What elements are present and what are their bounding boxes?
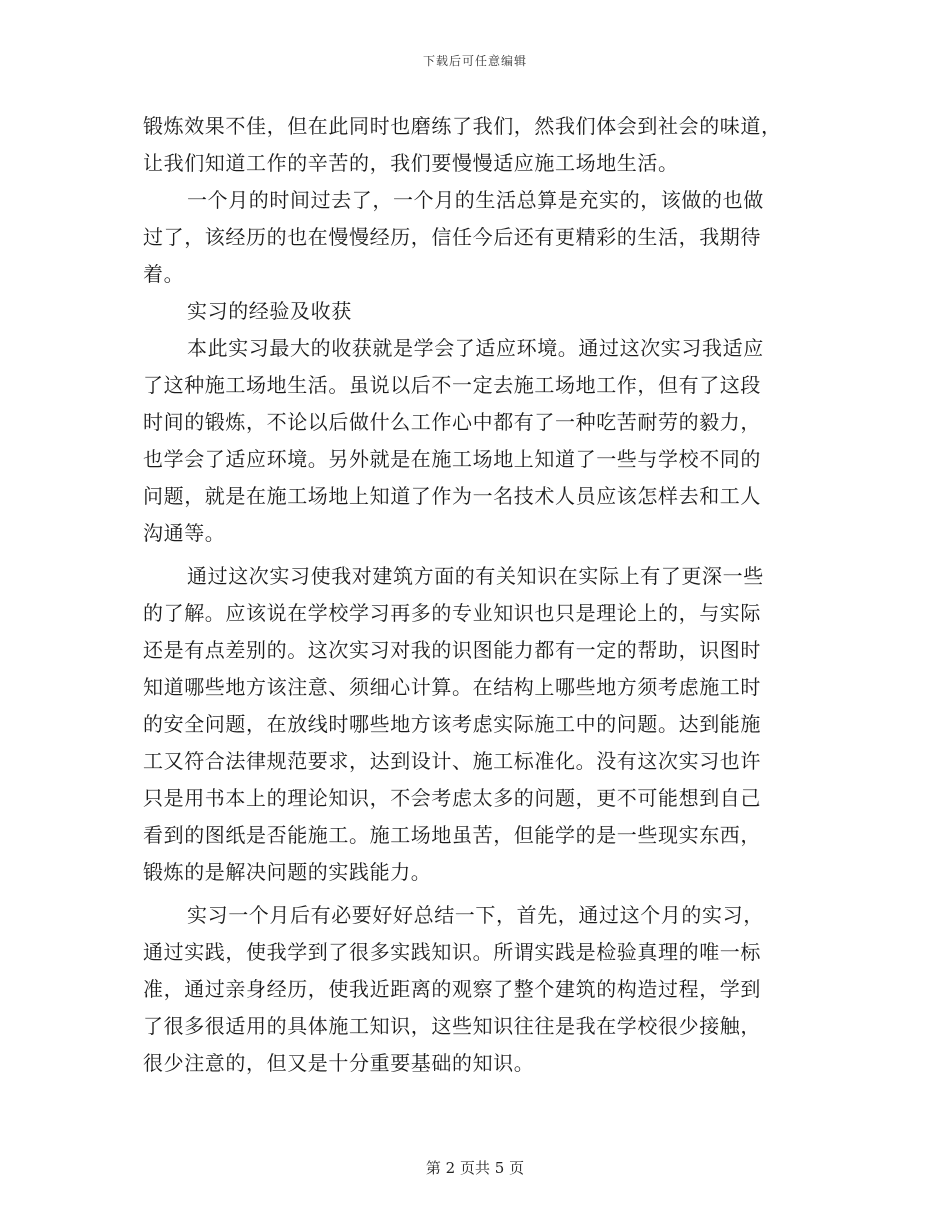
text-line: 实习一个月后有必要好好总结一下，首先，通过这个月的实习， bbox=[187, 903, 764, 927]
text-line: 工又符合法律规范要求，达到设计、施工标准化。没有这次实习也许 bbox=[143, 749, 761, 773]
text-line: 时间的锻炼，不论以后做什么工作心中都有了一种吃苦耐劳的毅力， bbox=[143, 410, 761, 434]
text-line: 问题，就是在施工场地上知道了作为一名技术人员应该怎样去和工人 bbox=[143, 484, 761, 508]
text-line: 锻炼效果不佳，但在此同时也磨练了我们，然我们体会到社会的味道， bbox=[143, 114, 782, 138]
paragraph bbox=[143, 108, 808, 182]
text-line: 了很多很适用的具体施工知识，这些知识往往是我在学校很少接触， bbox=[143, 1014, 761, 1038]
text-line: 通过这次实习使我对建筑方面的有关知识在实际上有了更深一些 bbox=[187, 564, 764, 588]
text-line: 通过实践，使我学到了很多实践知识。所谓实践是检验真理的唯一标 bbox=[143, 940, 761, 964]
paragraph bbox=[143, 897, 808, 1082]
text-line: 一个月的时间过去了，一个月的生活总算是充实的，该做的也做 bbox=[187, 188, 764, 212]
text-line: 准，通过亲身经历，使我近距离的观察了整个建筑的构造过程，学到 bbox=[143, 977, 761, 1001]
paragraph bbox=[143, 330, 808, 552]
text-line: 的了解。应该说在学校学习再多的专业知识也只是理论上的，与实际 bbox=[143, 601, 761, 625]
paragraph bbox=[143, 182, 808, 293]
text-line: 看到的图纸是否能施工。施工场地虽苦，但能学的是一些现实东西， bbox=[143, 823, 761, 847]
text-line: 只是用书本上的理论知识，不会考虑太多的问题，更不可能想到自己 bbox=[143, 786, 761, 810]
document-body bbox=[143, 108, 808, 1082]
text-line: 沟通等。 bbox=[143, 521, 226, 545]
page-header: 下载后可任意编辑 bbox=[422, 54, 527, 68]
text-line: 知道哪些地方该注意、须细心计算。在结构上哪些地方须考虑施工时 bbox=[143, 675, 761, 699]
text-line: 实习的经验及收获 bbox=[187, 299, 352, 323]
text-line: 着。 bbox=[143, 262, 185, 286]
text-line: 本此实习最大的收获就是学会了适应环境。通过这次实习我适应 bbox=[187, 336, 764, 360]
section-heading bbox=[143, 293, 808, 330]
paragraph bbox=[143, 558, 808, 891]
text-line: 的安全问题，在放线时哪些地方该考虑实际施工中的问题。达到能施 bbox=[143, 712, 761, 736]
page-number: 第 2 页共 5 页 bbox=[425, 1159, 525, 1177]
text-line: 也学会了适应环境。另外就是在施工场地上知道了一些与学校不同的 bbox=[143, 447, 761, 471]
text-line: 还是有点差别的。这次实习对我的识图能力都有一定的帮助，识图时 bbox=[143, 638, 761, 662]
text-line: 了这种施工场地生活。虽说以后不一定去施工场地工作，但有了这段 bbox=[143, 373, 761, 397]
text-line: 过了，该经历的也在慢慢经历，信任今后还有更精彩的生活，我期待 bbox=[143, 225, 761, 249]
text-line: 很少注意的，但又是十分重要基础的知识。 bbox=[143, 1051, 535, 1075]
text-line: 锻炼的是解决问题的实践能力。 bbox=[143, 860, 432, 884]
text-line: 让我们知道工作的辛苦的，我们要慢慢适应施工场地生活。 bbox=[143, 151, 679, 175]
